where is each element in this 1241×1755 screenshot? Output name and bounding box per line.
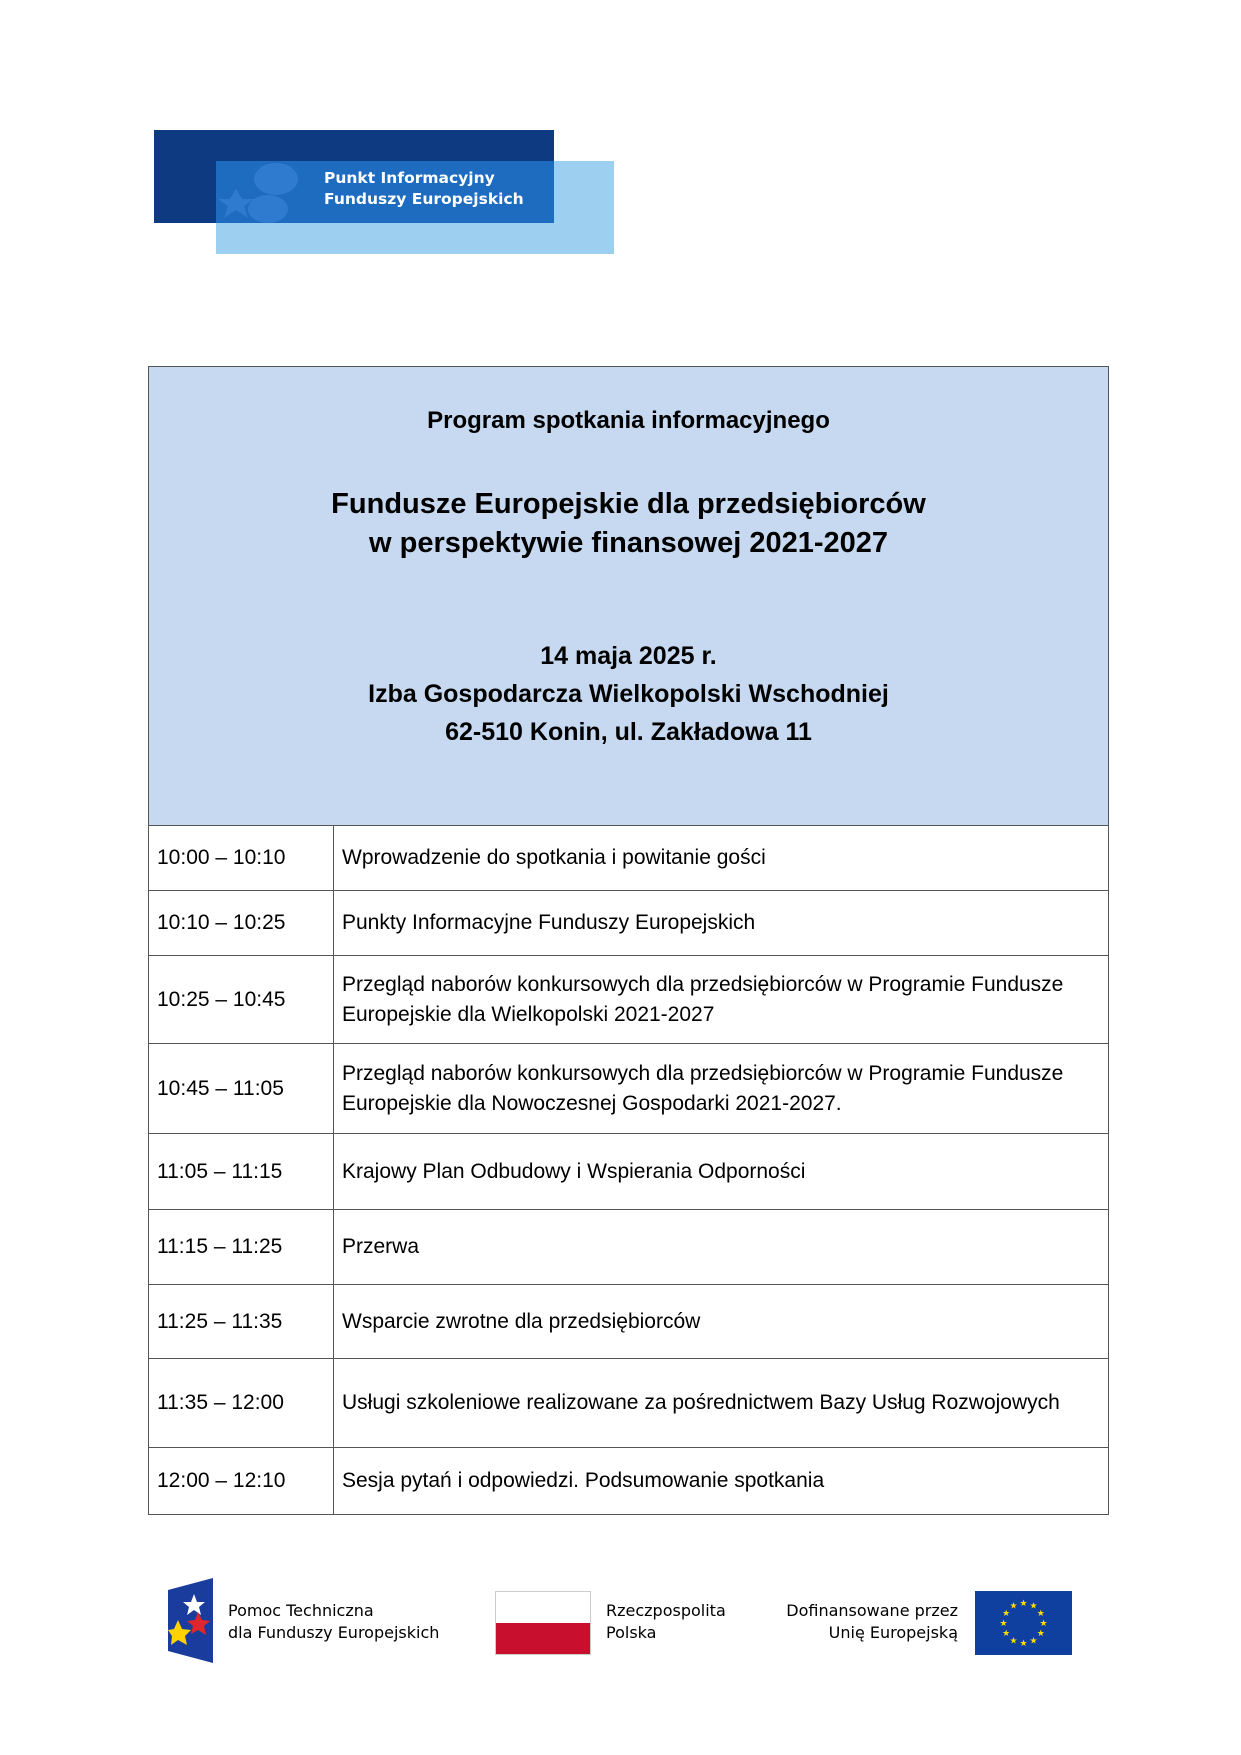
- event-title-line-1: Fundusze Europejskie dla przedsiębiorców: [331, 488, 926, 520]
- event-title: [149, 485, 1108, 563]
- flag-white-stripe: [496, 1592, 590, 1623]
- agenda-row: [149, 1448, 1108, 1514]
- pl-logo-text: [606, 1600, 726, 1644]
- eu-line-1: Dofinansowane przez: [786, 1601, 958, 1620]
- agenda-time: 10:25 – 10:45: [149, 956, 334, 1043]
- flag-red-stripe: [496, 1623, 590, 1654]
- eu-star-icon: ★: [1036, 1608, 1045, 1618]
- fe-line-2: dla Funduszy Europejskich: [228, 1623, 440, 1642]
- eu-flag-icon: [975, 1591, 1072, 1655]
- agenda-row: [149, 1044, 1108, 1134]
- pl-line-2: Polska: [606, 1623, 657, 1642]
- eu-star-icon: ★: [1019, 1638, 1028, 1648]
- agenda-topic: Wprowadzenie do spotkania i powitanie gości: [342, 846, 766, 869]
- footer-logos: [0, 1570, 1241, 1680]
- agenda-row: [149, 1134, 1108, 1210]
- eu-star-icon: ★: [1036, 1628, 1045, 1638]
- stars-icon: [216, 161, 309, 223]
- agenda-time: 11:05 – 11:15: [149, 1134, 334, 1209]
- agenda-time: 11:35 – 12:00: [149, 1359, 334, 1447]
- fundusze-europejskie-logo-icon: [168, 1578, 213, 1663]
- agenda-table: [148, 366, 1109, 1515]
- agenda-row: [149, 1210, 1108, 1285]
- poland-flag-icon: [495, 1591, 591, 1655]
- agenda-row: [149, 826, 1108, 891]
- agenda-topic: Usługi szkoleniowe realizowane za pośrednictwem Bazy Usług Rozwojowych: [342, 1391, 1060, 1414]
- eu-star-icon: ★: [1039, 1618, 1048, 1628]
- agenda-topic: Krajowy Plan Odbudowy i Wspierania Odporności: [342, 1159, 806, 1183]
- agenda-topic: Przerwa: [342, 1235, 420, 1258]
- eu-star-icon: ★: [1009, 1600, 1018, 1611]
- eu-star-icon: ★: [1002, 1608, 1011, 1618]
- eu-logo-text: [770, 1600, 958, 1644]
- event-title-line-2: w perspektywie finansowej 2021-2027: [368, 527, 889, 559]
- agenda-topic: Przegląd naborów konkursowych dla przedsiębiorców w Programie Fundusze Europejskie dla Wielkopolski 2021-2027: [342, 972, 1064, 1026]
- eu-star-icon: ★: [1002, 1628, 1011, 1638]
- agenda-header: [149, 367, 1108, 826]
- agenda-topic: Przegląd naborów konkursowych dla przedsiębiorców w Programie Fundusze Europejskie dla Nowoczesnej Gospodarki 2021-2027.: [342, 1061, 1064, 1115]
- event-venue: Izba Gospodarcza Wielkopolski Wschodniej: [368, 680, 889, 708]
- agenda-time: 11:25 – 11:35: [149, 1285, 334, 1358]
- eu-star-icon: ★: [999, 1618, 1008, 1628]
- agenda-time: 12:00 – 12:10: [149, 1448, 334, 1514]
- eu-line-2: Unię Europejską: [828, 1623, 958, 1642]
- agenda-time: 10:45 – 11:05: [149, 1044, 334, 1133]
- eu-star-icon: ★: [1019, 1598, 1028, 1608]
- agenda-time: 10:10 – 10:25: [149, 891, 334, 955]
- program-subtitle: Program spotkania informacyjnego: [427, 407, 830, 434]
- agenda-time: 11:15 – 11:25: [149, 1210, 334, 1284]
- agenda-row: [149, 1359, 1108, 1448]
- pife-logo: [154, 130, 614, 254]
- agenda-topic: Punkty Informacyjne Funduszy Europejskich: [342, 911, 756, 934]
- eu-star-icon: ★: [1029, 1635, 1038, 1646]
- agenda-row: [149, 891, 1108, 956]
- logo-line-2: Funduszy Europejskich: [324, 190, 524, 208]
- fe-logo-text: [228, 1600, 439, 1644]
- event-date: 14 maja 2025 r.: [540, 642, 717, 670]
- eu-star-icon: ★: [1029, 1600, 1038, 1611]
- pl-line-1: Rzeczpospolita: [606, 1601, 726, 1620]
- event-address: 62-510 Konin, ul. Zakładowa 11: [445, 718, 812, 746]
- event-details: [149, 637, 1108, 751]
- agenda-row: [149, 1285, 1108, 1359]
- eu-star-icon: ★: [1009, 1635, 1018, 1646]
- agenda-topic: Wsparcie zwrotne dla przedsiębiorców: [342, 1309, 701, 1333]
- logo-text: [324, 168, 524, 210]
- agenda-row: [149, 956, 1108, 1044]
- fe-line-1: Pomoc Techniczna: [228, 1601, 374, 1620]
- agenda-time: 10:00 – 10:10: [149, 826, 334, 890]
- logo-line-1: Punkt Informacyjny: [324, 169, 495, 187]
- agenda-topic: Sesja pytań i odpowiedzi. Podsumowanie spotkania: [342, 1469, 825, 1492]
